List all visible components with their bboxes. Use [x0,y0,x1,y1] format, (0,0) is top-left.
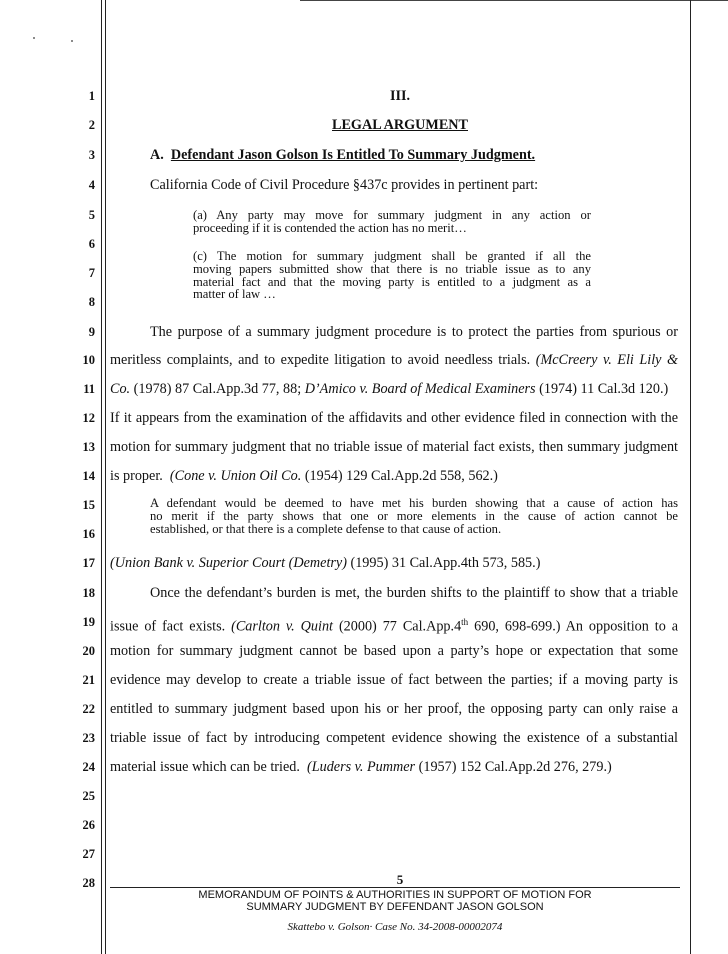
line-number: 20 [82,644,95,658]
block-quote [150,497,678,535]
scan-speck [33,37,35,39]
subheading [150,147,535,163]
quote-line: (a) Any party may move for summary judgment in any action or [193,208,591,222]
quote-line: (c) The motion for summary judgment shall be granted if all the [193,249,591,263]
body-text: (1954) 129 Cal.App.2d 558, 562.) [304,468,498,484]
body-text: (1995) 31 Cal.App.4th 573, 585.) [350,555,541,571]
statute-intro: California Code of Civil Procedure §437c provides in pertinent part: [150,177,539,193]
subheading-text: Defendant Jason Golson Is Entitled To Summary Judgment. [170,147,536,163]
line-number: 25 [82,789,95,803]
line-number: 23 [82,731,95,745]
body-text: 690, 698-699.) An opposition to a [474,618,679,635]
quote-line: moving papers submitted show that there is no triable issue as to any [193,261,591,276]
body-text: (1974) 11 Cal.3d 120.) [539,381,669,397]
footer-title-line: SUMMARY JUDGMENT BY DEFENDANT JASON GOLSON [246,901,544,913]
line-number: 6 [88,237,95,251]
body-text: is proper. [110,468,163,484]
scan-speck [71,40,73,42]
line-number: 15 [82,498,95,512]
line-number: 3 [88,148,95,162]
left-margin-line-outer [101,0,102,954]
body-line: evidence may develop to create a triable issue of fact between the parties; if a moving party is [110,672,678,688]
line-number: 17 [82,556,95,570]
line-number: 14 [82,469,95,483]
body-text: (1957) 152 Cal.App.2d 276, 279.) [418,759,612,775]
line-number: 1 [88,89,95,103]
body-line: If it appears from the examination of the affidavits and other evidence filed in connection with the [110,410,678,426]
body-line: Once the defendant’s burden is met, the burden shifts to the plaintiff to show that a triable [150,585,678,601]
body-text: (1978) 87 Cal.App.3d 77, 88; [133,381,302,397]
top-edge-line [300,0,728,1]
footer-case: Skattebo v. Golson· Case No. 34-2008-00002074 [287,921,503,933]
body-line: triable issue of fact by introducing competent evidence showing the existence of a substantial [110,730,678,746]
line-number: 28 [82,876,95,890]
body-text: issue of fact exists. [110,618,226,635]
footer-rule [110,887,680,888]
line-number: 18 [82,586,95,600]
statute-quote [193,209,591,235]
body-line [110,614,678,635]
line-number: 7 [88,266,95,280]
case-citation: (Cone v. Union Oil Co. [169,468,302,484]
line-number: 11 [83,382,95,396]
line-number: 8 [88,295,95,309]
quote-line: established, or that there is a complete defense to that cause of action. [150,521,502,536]
line-number: 21 [82,673,95,687]
quote-line: no merit if the party shows that one or more elements in the cause of action cannot be [150,508,678,523]
line-number: 4 [88,178,95,192]
line-number: 22 [82,702,95,716]
line-number: 9 [88,325,95,339]
body-line [110,381,668,397]
line-number: 16 [82,527,95,541]
line-number: 26 [82,818,95,832]
page-number: 5 [396,872,404,887]
line-number: 24 [82,760,95,774]
body-line [110,468,498,484]
body-text: meritless complaints, and to expedite litigation to avoid needless trials. [110,352,531,368]
left-margin-line-inner [105,0,106,954]
body-line [110,759,612,775]
line-number: 10 [82,353,95,367]
body-line: motion for summary judgment cannot be based upon a party’s hope or expectation that some [110,643,678,659]
line-number: 27 [82,847,95,861]
statute-quote [193,250,591,301]
section-title: LEGAL ARGUMENT [332,117,468,133]
case-citation: Co. [110,381,131,397]
body-line: motion for summary judgment that no triable issue of material fact exists, then summary judgment [110,439,678,455]
case-citation: (McCreery v. Eli Lily & [535,352,679,368]
footer-title-line: MEMORANDUM OF POINTS & AUTHORITIES IN SUPPORT OF MOTION FOR [198,889,592,901]
case-citation: (Union Bank v. Superior Court (Demetry) [110,555,347,571]
body-text: (2000) 77 Cal.App.4 [338,618,462,635]
quote-line: A defendant would be deemed to have met his burden showing that a cause of action has [150,496,678,510]
line-number: 19 [82,615,95,629]
body-line: The purpose of a summary judgment procedure is to protect the parties from spurious or [150,324,678,340]
body-line [110,555,540,571]
body-text: material issue which can be tried. [110,759,300,775]
body-line: entitled to summary judgment based upon his or her proof, the opposing party can only raise a [110,701,678,717]
line-number: 5 [88,208,95,222]
superscript: th [461,617,469,627]
line-number: 2 [88,118,95,132]
body-line [110,352,678,368]
quote-line: material fact and that the moving party is entitled to a judgment as a [193,274,591,289]
quote-line: matter of law … [193,287,276,302]
line-number: 12 [82,411,95,425]
footer-title [110,889,680,913]
subheading-letter: A. [150,147,164,163]
case-citation: (Carlton v. Quint [231,618,333,635]
section-number: III. [389,88,411,104]
line-number: 13 [82,440,95,454]
case-citation: D’Amico v. Board of Medical Examiners [304,381,536,397]
quote-line: proceeding if it is contended the action has no merit… [193,220,467,235]
case-citation: (Luders v. Pummer [306,759,416,775]
right-margin-line [690,0,691,954]
